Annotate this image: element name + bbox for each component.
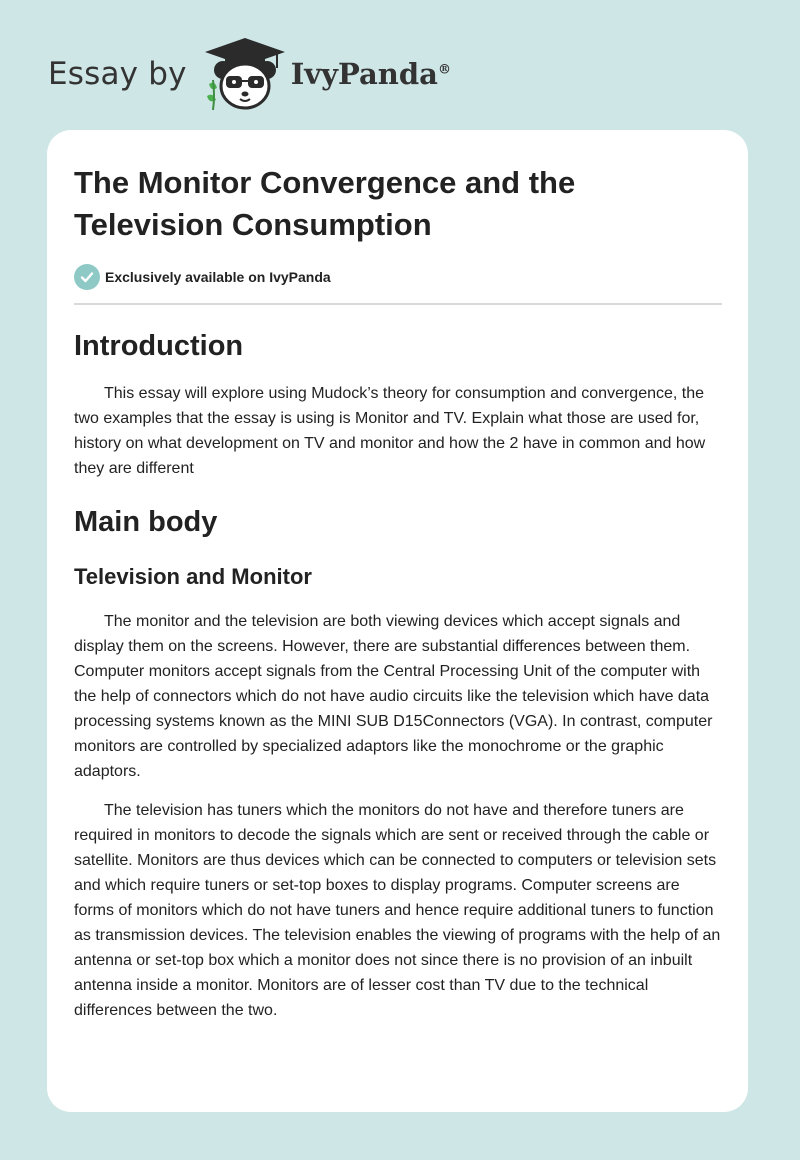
brand-prefix: Essay by — [48, 56, 187, 92]
paragraph-main-2: The television has tuners which the monitors do not have and therefore tuners are required in monitors to decode the signals which are sent or received through the cable or satellite. Monitors are thus devices which can be connected to computers or television sets and which require tuners or set-top boxes to display programs. Computer screens are forms of monitors which do not have tuners and hence require additional tuners to function as transmission devices. The television enables the viewing of programs with the help of an antenna or set-top box which a monitor does not since there is no provision of an inbuilt antenna inside a monitor. Monitors are of lesser cost than TV due to the technical differences between the two. — [74, 802, 721, 1019]
badge-text: Exclusively available on IvyPanda — [105, 269, 331, 285]
essay-title: The Monitor Convergence and the Television Consumption — [74, 165, 576, 242]
site-header — [48, 36, 451, 112]
paragraph-main-1: The monitor and the television are both viewing devices which accept signals and display them on the screens. However, there are substantial differences between them. Computer monitors accept signals from the Central Processing Unit of the computer with the help of connectors which do not have audio circuits like the television which have data processing systems known as the MINI SUB D15Connectors (VGA). In contrast, computer monitors are controlled by specialized adaptors like the monochrome or the graphic adaptors. — [74, 613, 713, 780]
registered-mark: ® — [437, 62, 451, 78]
section-heading-main-body: Main body — [74, 506, 218, 538]
title-divider — [74, 303, 722, 305]
check-circle-icon — [74, 264, 100, 290]
brand-name-text[interactable]: IvyPanda — [290, 57, 438, 91]
panda-logo-icon[interactable] — [201, 36, 289, 112]
essay-card — [47, 130, 748, 1112]
paragraph-introduction: This essay will explore using Mudock’s theory for consumption and convergence, the two examples that the essay is using is Monitor and TV. Explain what those are used for, history on what development on TV and monitor and how the 2 have in common and how they are different — [74, 385, 706, 477]
subsection-heading-television-monitor: Television and Monitor — [74, 564, 312, 589]
section-heading-introduction: Introduction — [74, 330, 244, 362]
exclusive-badge — [74, 264, 722, 290]
brand-name[interactable] — [291, 57, 451, 91]
